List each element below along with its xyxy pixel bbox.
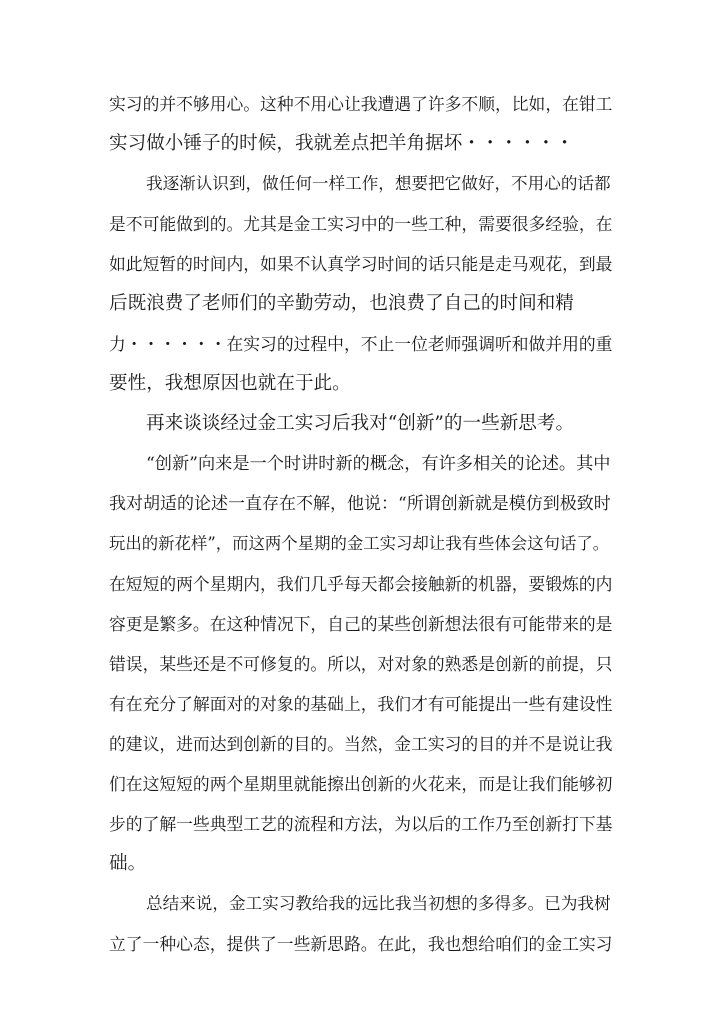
text-line: 步的了解一些典型工艺的流程和方法，为以后的工作乃至创新打下基 [109, 814, 613, 834]
text-line: 础。 [109, 853, 147, 874]
text-line: 立了一种心态，提供了一些新思路。在此，我也想给咱们的金工实习 [109, 934, 613, 954]
text-line: 玩出的新花样”，而这两个星期的金工实习却让我有些体会这句话了。 [109, 534, 610, 553]
text-line: 实习的并不够用心。这种不用心让我遭遇了许多不顺，比如，在钳工 [109, 94, 613, 114]
paragraph-first-line: 我逐渐认识到，做任何一样工作，想要把它做好，不用心的话都 [146, 174, 611, 193]
paragraph-first-line: 总结来说，金工实习教给我的远比我当初想的多得多。已为我树 [146, 894, 611, 913]
text-line: 们在这短短的两个星期里就能擦出创新的火花来，而是让我们能够初 [109, 774, 613, 794]
text-line: 要性，我想原因也就在于此。 [109, 373, 351, 394]
text-line: 如此短暂的时间内，如果不认真学习时间的话只能是走马观花，到最 [109, 254, 613, 274]
text-line: 实习做小锤子的时候，我就差点把羊角据坏・・・・・・ [109, 133, 574, 154]
text-line: 是不可能做到的。尤其是金工实习中的一些工种，需要很多经验，在 [109, 214, 613, 234]
paragraph-first-line: 再来谈谈经过金工实习后我对“创新”的一些新思考。 [146, 413, 575, 434]
text-line: 错误，某些还是不可修复的。所以，对对象的熟悉是创新的前提，只 [109, 654, 613, 674]
text-line: 容更是繁多。在这种情况下，自己的某些创新想法很有可能带来的是 [109, 614, 613, 634]
text-line: 力・・・・・・在实习的过程中，不止一位老师强调听和做并用的重 [109, 334, 613, 354]
text-line: 有在充分了解面对的对象的基础上，我们才有可能提出一些有建设性 [109, 694, 613, 714]
text-line: 的建议，进而达到创新的目的。当然，金工实习的目的并不是说让我 [109, 734, 613, 754]
text-line: 在短短的两个星期内，我们几乎每天都会接触新的机器，要锻炼的内 [109, 574, 613, 594]
text-line: 后既浪费了老师们的辛勤劳动，也浪费了自己的时间和精 [109, 293, 574, 314]
paragraph-first-line: “创新”向来是一个时讲时新的概念，有许多相关的论述。其中 [146, 454, 611, 474]
text-line: 我对胡适的论述一直存在不解，他说：“所谓创新就是模仿到极致时 [109, 494, 611, 514]
